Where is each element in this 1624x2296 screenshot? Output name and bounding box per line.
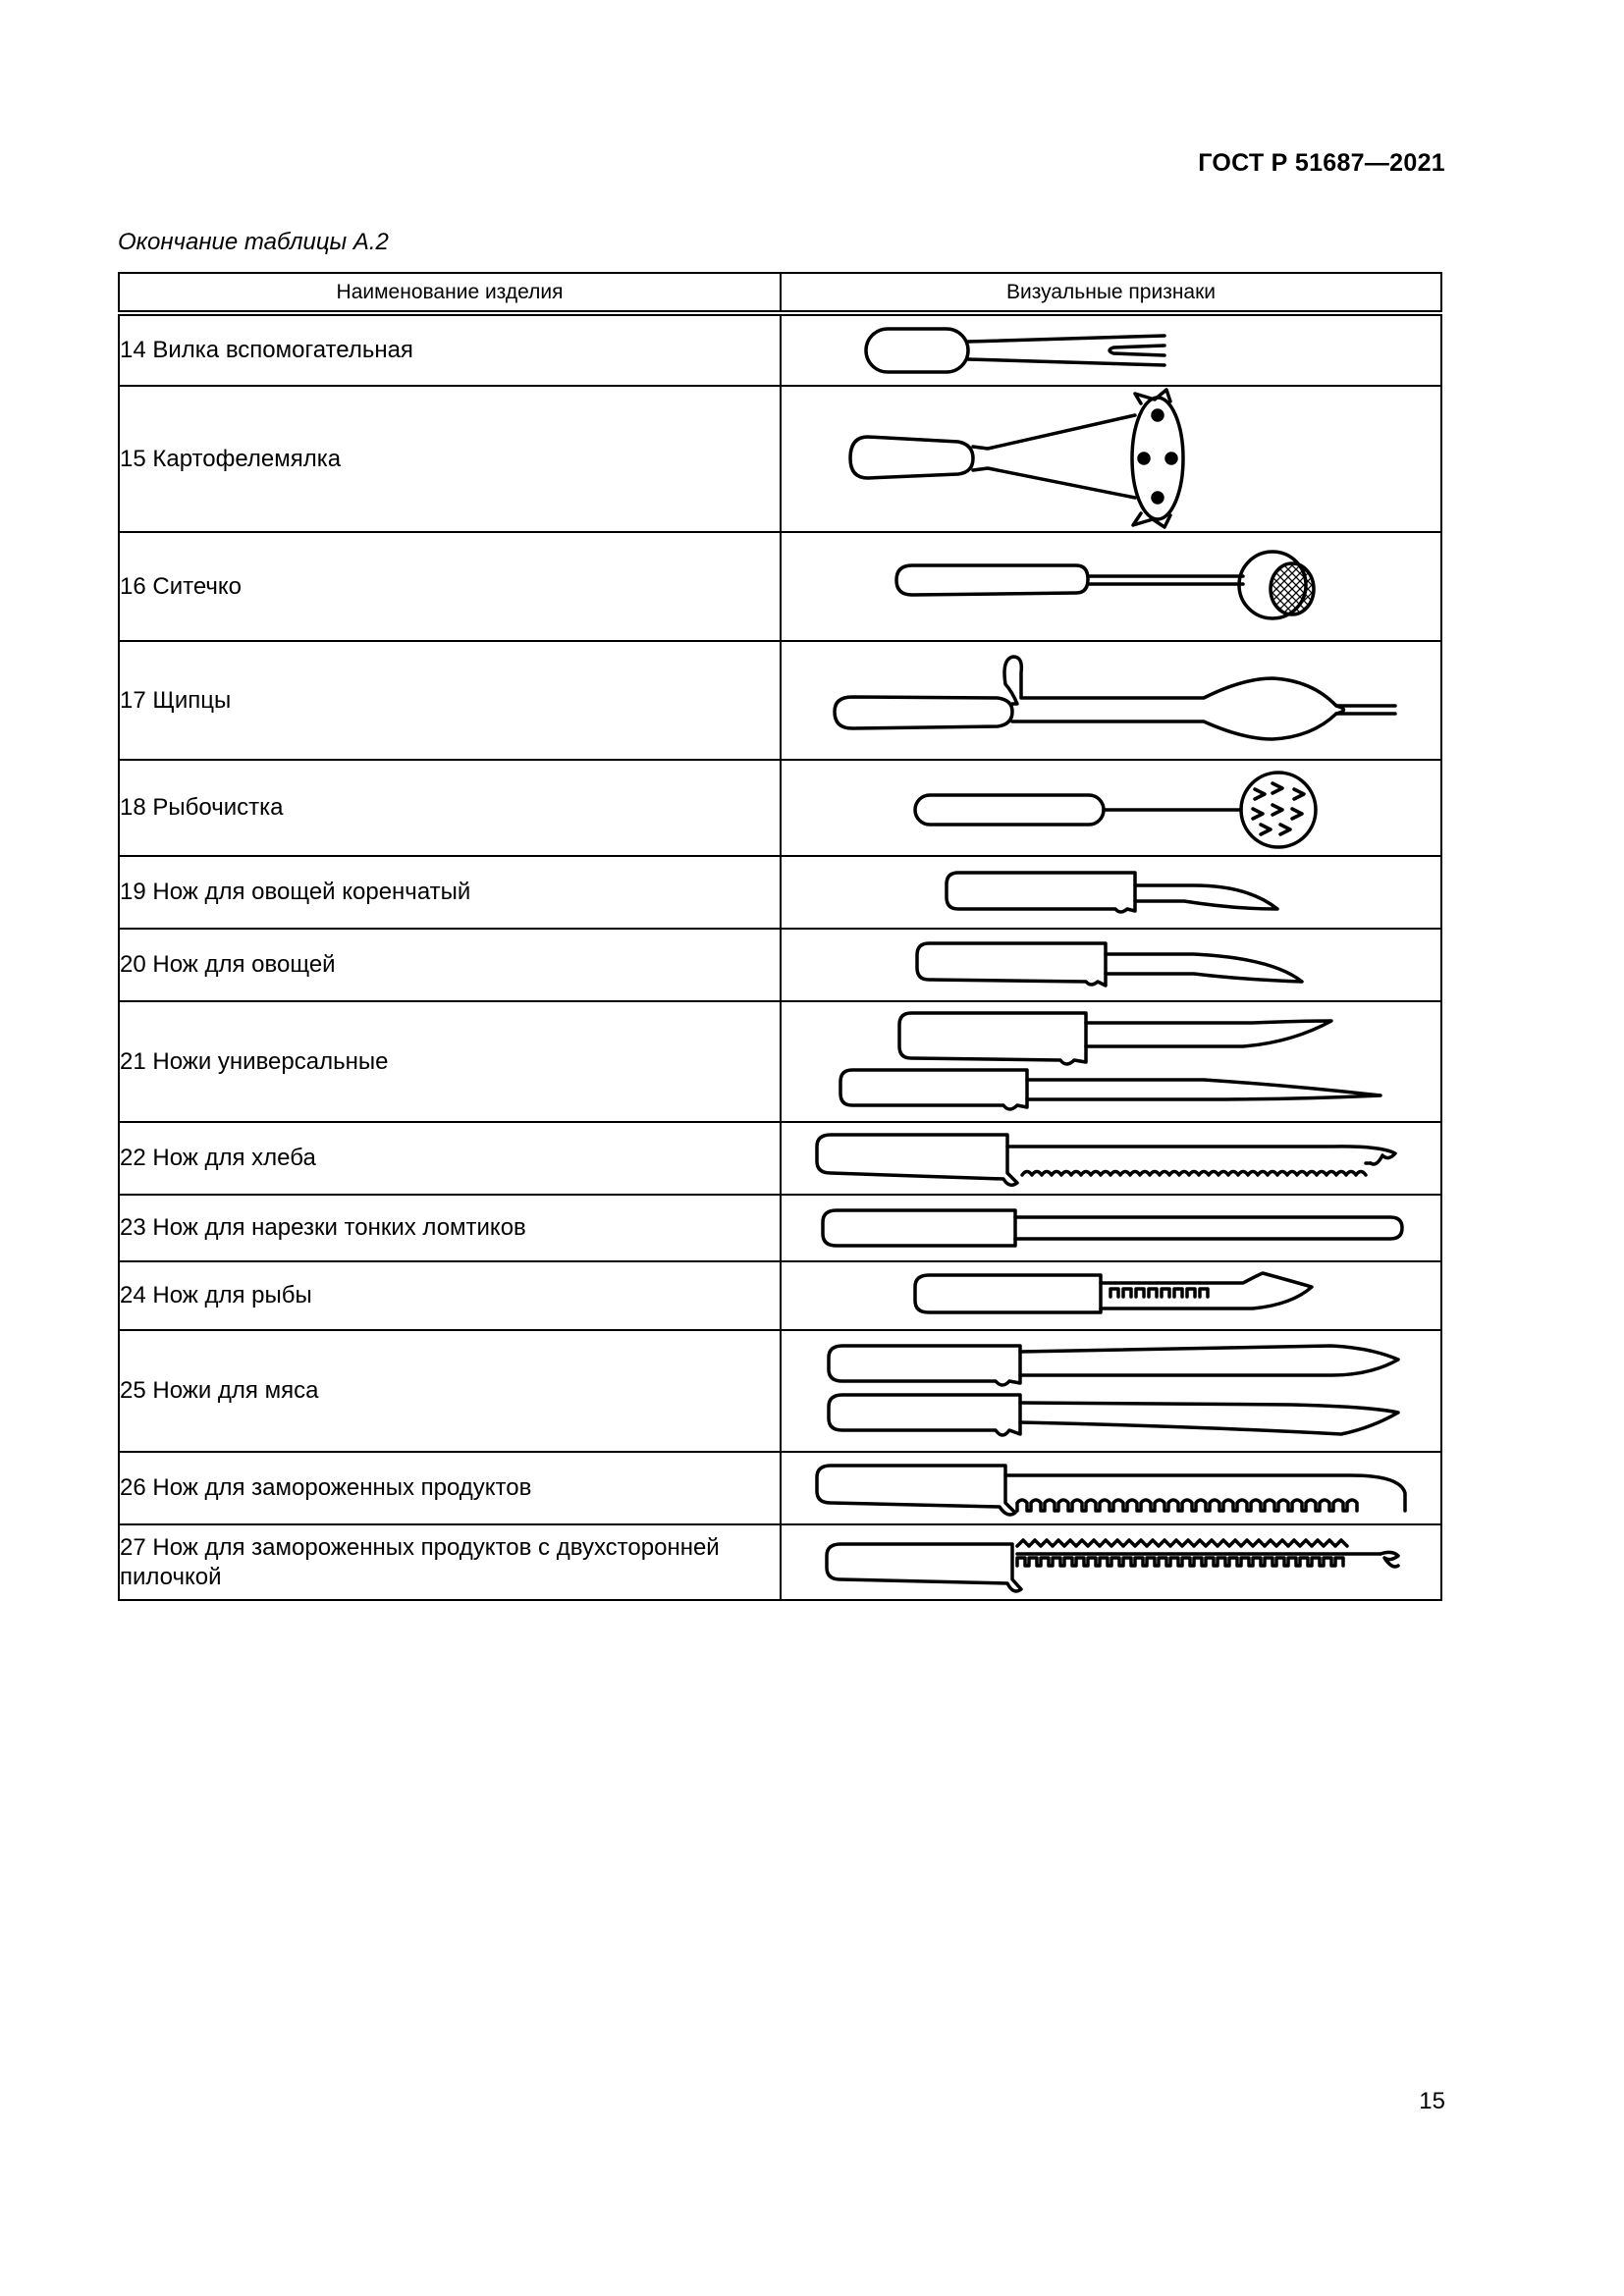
item-name: 16 Ситечко — [119, 532, 781, 641]
header-item-name: Наименование изделия — [119, 273, 781, 313]
table-row — [119, 313, 1441, 386]
item-name: 20 Нож для овощей — [119, 929, 781, 1001]
item-name: 15 Картофелемялка — [119, 386, 781, 532]
table-row — [119, 760, 1441, 856]
frozen-food-knife-icon — [782, 1454, 1440, 1522]
item-visual — [781, 929, 1441, 1001]
item-name: 21 Ножи универсальные — [119, 1001, 781, 1122]
utility-knives-icon — [782, 1003, 1440, 1120]
vegetable-knife-icon — [782, 931, 1440, 999]
bread-knife-icon — [782, 1124, 1440, 1193]
item-visual — [781, 856, 1441, 929]
tongs-icon — [782, 643, 1440, 758]
table-row — [119, 929, 1441, 1001]
table-row — [119, 532, 1441, 641]
item-visual — [781, 641, 1441, 760]
table-row — [119, 1330, 1441, 1452]
auxiliary-fork-icon — [782, 316, 1440, 385]
items-table — [118, 272, 1442, 1601]
item-name: 24 Нож для рыбы — [119, 1261, 781, 1330]
fish-knife-icon — [782, 1263, 1440, 1328]
item-visual — [781, 1330, 1441, 1452]
meat-knives-icon — [782, 1332, 1440, 1450]
item-name: 17 Щипцы — [119, 641, 781, 760]
table-row — [119, 856, 1441, 929]
table-header-row — [119, 273, 1441, 313]
item-visual — [781, 532, 1441, 641]
table-row — [119, 1122, 1441, 1195]
item-visual — [781, 1452, 1441, 1524]
table-row — [119, 1001, 1441, 1122]
item-name: 18 Рыбочистка — [119, 760, 781, 856]
item-visual — [781, 1122, 1441, 1195]
item-visual — [781, 386, 1441, 532]
table-row — [119, 386, 1441, 532]
table-row — [119, 1524, 1441, 1600]
table-caption: Окончание таблицы А.2 — [118, 229, 389, 255]
item-name: 25 Ножи для мяса — [119, 1330, 781, 1452]
item-name: 23 Нож для нарезки тонких ломтиков — [119, 1195, 781, 1261]
potato-masher-icon — [782, 388, 1440, 530]
document-code: ГОСТ Р 51687—2021 — [1198, 149, 1445, 177]
slicing-knife-icon — [782, 1197, 1440, 1259]
item-name: 26 Нож для замороженных продуктов — [119, 1452, 781, 1524]
item-name: 22 Нож для хлеба — [119, 1122, 781, 1195]
item-name: 14 Вилка вспомогательная — [119, 313, 781, 386]
table-row — [119, 1452, 1441, 1524]
fish-scaler-icon — [782, 762, 1440, 854]
strainer-icon — [782, 534, 1440, 639]
page-number: 15 — [1419, 2088, 1445, 2114]
item-visual — [781, 760, 1441, 856]
double-serrated-frozen-knife-icon — [782, 1526, 1440, 1598]
item-visual — [781, 1524, 1441, 1600]
item-visual — [781, 1261, 1441, 1330]
header-visual-signs: Визуальные признаки — [781, 273, 1441, 313]
table-row — [119, 641, 1441, 760]
curved-paring-knife-icon — [782, 858, 1440, 927]
item-name: 19 Нож для овощей коренчатый — [119, 856, 781, 929]
item-visual — [781, 1001, 1441, 1122]
table-row — [119, 1261, 1441, 1330]
item-name: 27 Нож для замороженных продуктов с двухсторонней пилочкой — [119, 1524, 781, 1600]
item-visual — [781, 1195, 1441, 1261]
table-row — [119, 1195, 1441, 1261]
item-visual — [781, 313, 1441, 386]
